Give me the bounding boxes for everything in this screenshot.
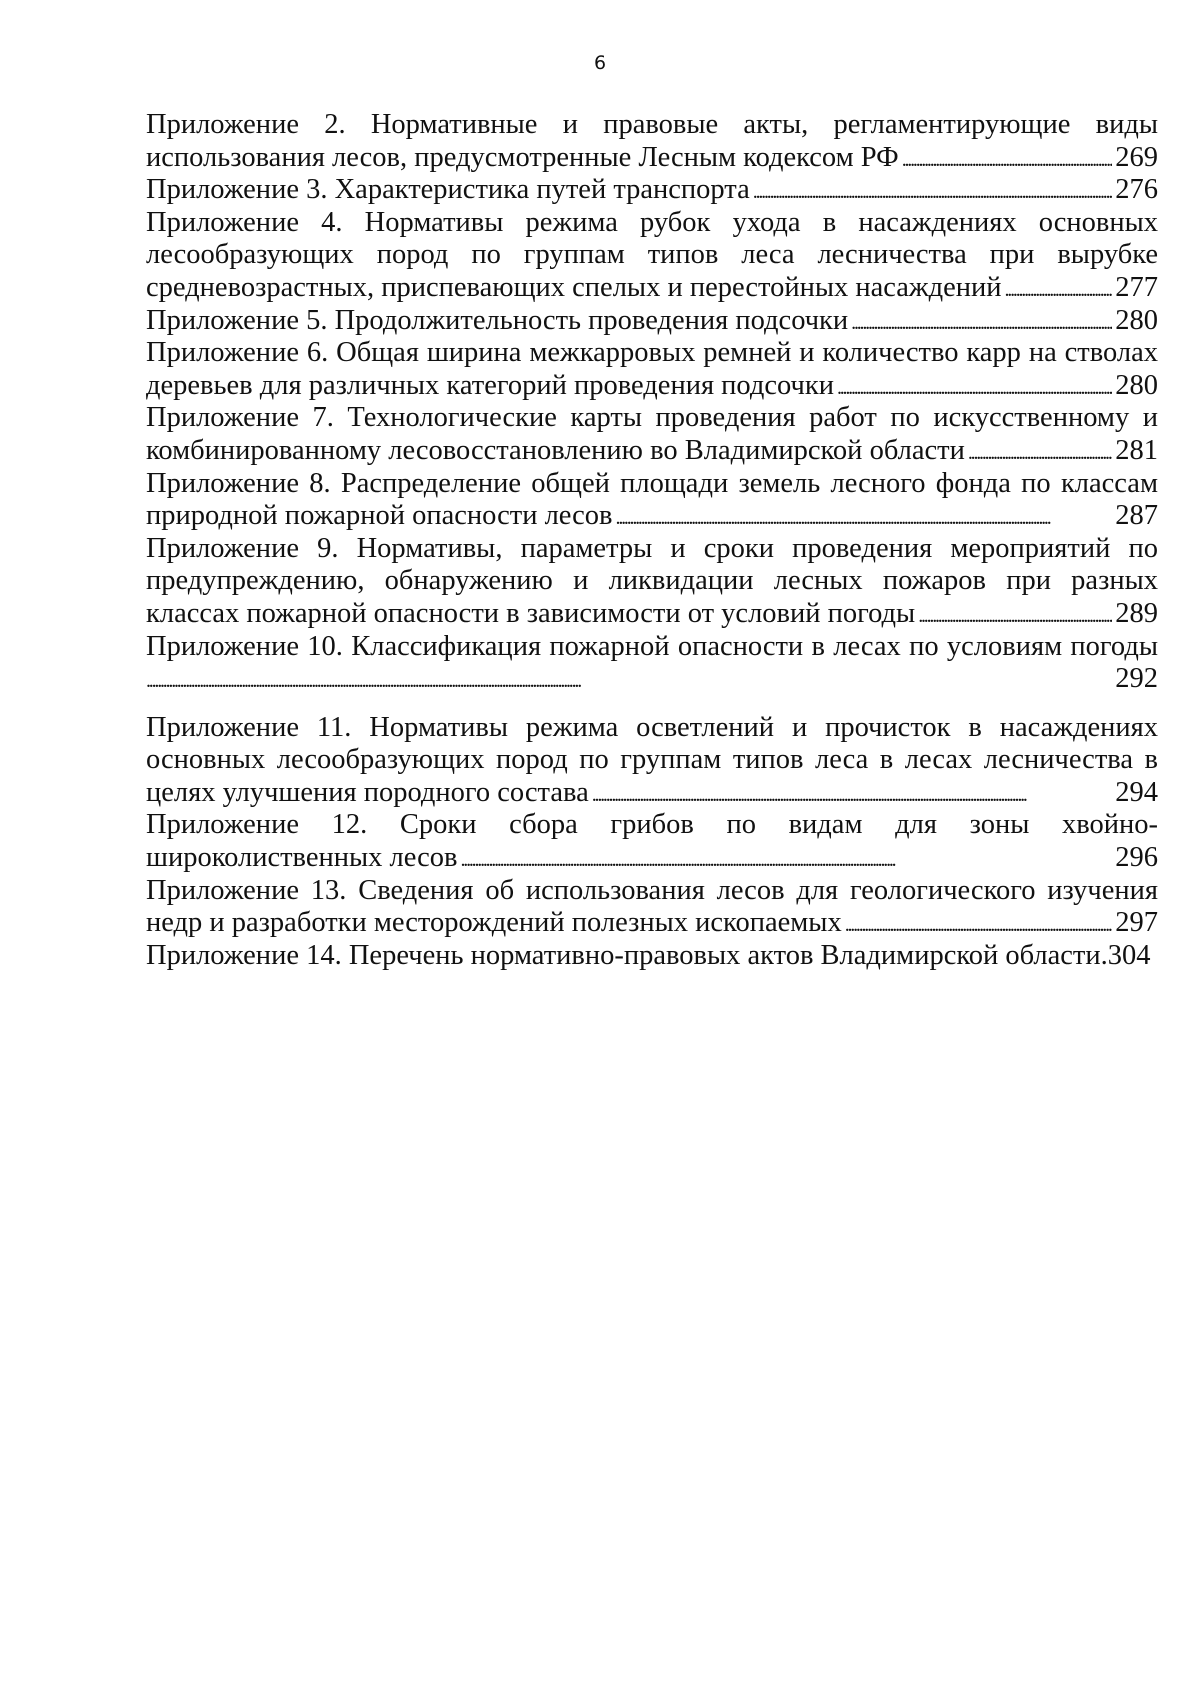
toc-entry-line: классах пожарной опасности в зависимости от условий погоды [146,597,916,629]
toc-entry-line: средневозрастных, приспевающих спелых и перестойных насаждений [146,271,1002,303]
toc-page-number: 297 [1115,907,1158,939]
toc-entry-line: Приложение 4. Нормативы режима рубок ухода в насаждениях основных [146,206,1158,238]
toc-page-number: 281 [1115,434,1158,466]
toc-entry-line: Приложение 14. Перечень нормативно-правовых актов Владимирской области. [146,939,1108,971]
toc-entry-line: комбинированному лесовосстановлению во Владимирской области [146,434,965,466]
toc-entry-line: предупреждению, обнаружению и ликвидации лесных пожаров при разных [146,565,1158,597]
dot-leader [918,598,1112,633]
toc-entry-line: Приложение 12. Сроки сбора грибов по видам для зоны хвойно- [146,809,1158,841]
toc-entry-line: Приложение 5. Продолжительность проведения подсочки [146,304,849,336]
dot-leader [837,370,1112,405]
toc-entry-appendix-3[interactable] [146,174,1158,207]
dot-leader [460,842,1112,877]
toc-entry-appendix-7[interactable] [146,402,1158,467]
table-of-contents [146,109,1158,972]
toc-entry-line: природной пожарной опасности лесов [146,500,613,532]
toc-entry-line: Приложение 11. Нормативы режима осветлений и прочисток в насаждениях [146,711,1158,743]
toc-page-number: 287 [1115,500,1158,532]
toc-entry-appendix-13[interactable] [146,875,1158,940]
toc-page-number: 292 [1115,663,1158,695]
toc-entry-appendix-11[interactable] [146,712,1158,810]
toc-page-number: 304 [1107,939,1151,971]
toc-page-number: 294 [1115,776,1158,808]
dot-leader [851,305,1112,340]
dot-leader [616,500,1113,535]
dot-leader [592,777,1113,812]
toc-entry-line: использования лесов, предусмотренные Лесным кодексом РФ [146,141,899,173]
dot-leader [753,174,1112,209]
toc-entry-appendix-9[interactable] [146,533,1158,631]
dot-leader [1005,272,1113,307]
toc-entry-appendix-10[interactable] [146,631,1158,696]
toc-entry-appendix-2[interactable] [146,109,1158,174]
toc-page-number: 296 [1115,842,1158,874]
toc-entry-appendix-8[interactable] [146,468,1158,533]
toc-entry-appendix-5[interactable] [146,305,1158,338]
toc-entry-line: Приложение 10. Классификация пожарной опасности в лесах по условиям погоды [146,630,1158,662]
toc-entry-line: широколиственных лесов [146,842,458,874]
toc-entry-line: Приложение 7. Технологические карты проведения работ по искусственному и [146,402,1158,434]
toc-entry-line: Приложение 9. Нормативы, параметры и сроки проведения мероприятий по [146,532,1158,564]
toc-page-number: 280 [1115,369,1158,401]
toc-entry-line: лесообразующих пород по группам типов леса лесничества при вырубке [146,239,1158,271]
toc-page-number: 276 [1115,174,1158,206]
toc-entry-line: деревьев для различных категорий проведения подсочки [146,369,834,401]
toc-page-number: 289 [1115,597,1158,629]
dot-leader [968,435,1112,470]
toc-entry-line: недр и разработки месторождений полезных ископаемых [146,907,842,939]
toc-entry-line: Приложение 13. Сведения об использования лесов для геологического изучения [146,874,1158,906]
toc-entry-appendix-12[interactable] [146,809,1158,874]
toc-entry-appendix-6[interactable] [146,337,1158,402]
toc-page-number: 277 [1115,271,1158,303]
dot-leader [146,663,1112,698]
toc-entry-line: целях улучшения породного состава [146,776,589,808]
toc-entry-line: Приложение 6. Общая ширина межкарровых ремней и количество карр на стволах [146,337,1158,369]
toc-entry-line: основных лесообразующих пород по группам типов леса в лесах лесничества в [146,744,1158,776]
page-number: 6 [593,52,607,74]
toc-entry-appendix-14[interactable] [146,940,1158,973]
toc-entry-line: Приложение 8. Распределение общей площади земель лесного фонда по классам [146,467,1158,499]
dot-leader [902,142,1113,177]
toc-page-number: 269 [1115,141,1158,173]
toc-page-number: 280 [1115,304,1158,336]
toc-entry-line: Приложение 2. Нормативные и правовые акты, регламентирующие виды [146,109,1158,140]
toc-entry-appendix-4[interactable] [146,207,1158,305]
toc-entry-line: Приложение 3. Характеристика путей транспорта [146,174,750,206]
dot-leader [845,907,1113,942]
